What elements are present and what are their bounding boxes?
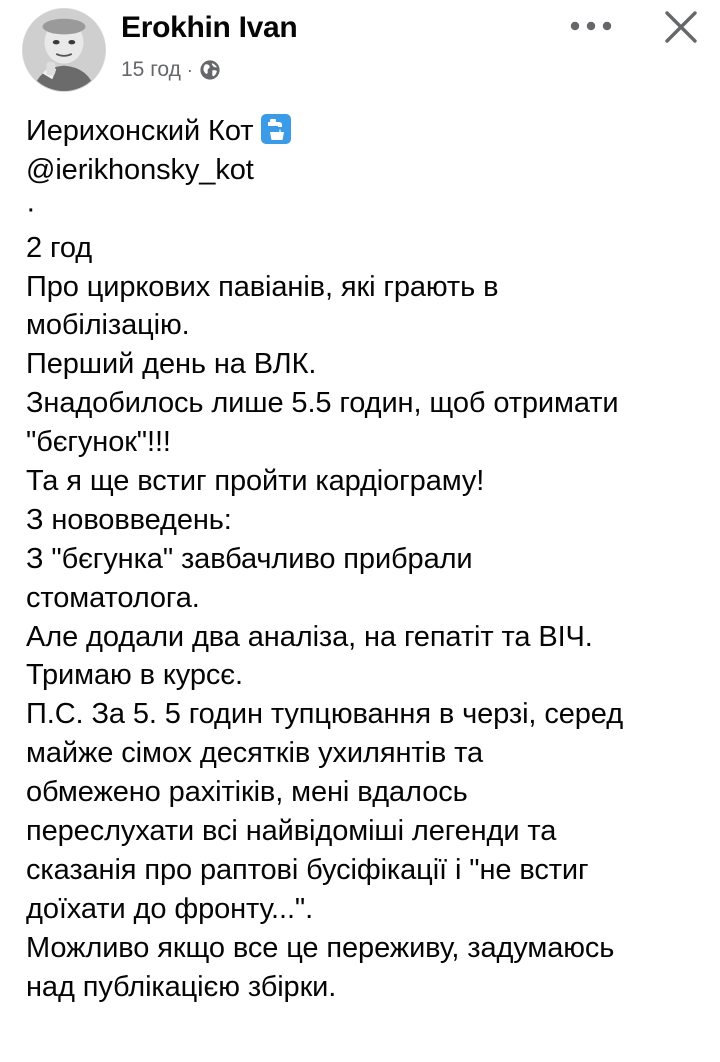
post-line: Але додали два аналіза, на гепатіт та ВІЧ.	[26, 620, 593, 653]
post-line: стоматолога.	[26, 581, 200, 614]
author-name[interactable]: Erokhin Ivan	[121, 11, 298, 44]
post-line	[26, 112, 706, 151]
post-line: Знадобилось лише 5.5 годин, щоб отримати	[26, 387, 619, 420]
post-line: "бєгунок"!!!	[26, 426, 171, 459]
post-text	[26, 112, 706, 1006]
avatar[interactable]	[22, 8, 106, 92]
more-options-button[interactable]	[566, 6, 616, 46]
post-line: доїхати до фронту...".	[26, 892, 314, 925]
post-line: П.С. За 5. 5 годин тупцювання в черзі, серед	[26, 698, 624, 731]
post-line: Перший день на ВЛК.	[26, 348, 317, 381]
post-line: ·	[26, 192, 36, 225]
quoted-author-name: Иерихонский Кот	[26, 115, 254, 147]
post-line: З "бєгунка" завбачливо прибрали	[26, 542, 473, 575]
globe-icon[interactable]	[199, 59, 221, 81]
post-header	[0, 0, 720, 100]
more-horizontal-icon	[569, 20, 613, 32]
post-line: 2 год	[26, 231, 93, 264]
post-line: З нововведень:	[26, 503, 232, 536]
post-time[interactable]: 15 год	[121, 58, 181, 81]
post-line: над публікацією збірки.	[26, 970, 337, 1003]
post-line: Тримаю в курсє.	[26, 659, 243, 692]
post-line: @ierikhonsky_kot	[26, 153, 254, 186]
post-line: майже сімох десятків ухилянтів та	[26, 737, 484, 770]
post-line: Та я ще встиг пройти кардіограму!	[26, 465, 485, 498]
post-line: обмежено рахітіків, мені вдалось	[26, 776, 468, 809]
avatar-image	[23, 9, 105, 91]
post-line: Про циркових павіанів, які грають в	[26, 270, 499, 303]
close-icon	[663, 9, 699, 45]
meta-separator: ·	[186, 59, 193, 80]
potable-water-icon	[261, 114, 291, 144]
close-button[interactable]	[656, 2, 706, 52]
post-meta	[121, 56, 221, 84]
post-line: мобілізацію.	[26, 309, 190, 342]
post-line: сказанія про раптові бусіфікації і "не встиг	[26, 853, 589, 886]
post-line: переслухати всі найвідоміші легенди та	[26, 815, 557, 848]
post-line: Можливо якщо все це переживу, задумаюсь	[26, 931, 615, 964]
